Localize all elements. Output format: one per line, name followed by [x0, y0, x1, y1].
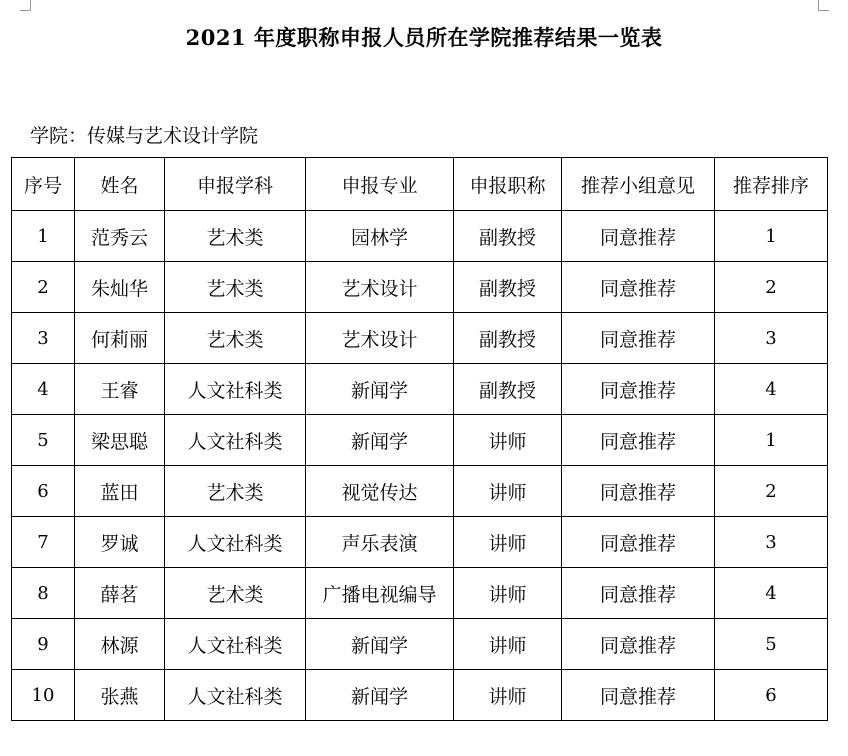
cell-name: 蓝田 — [75, 466, 165, 517]
header-name: 姓名 — [75, 158, 165, 211]
cell-opinion: 同意推荐 — [562, 619, 715, 670]
cell-title: 讲师 — [454, 670, 562, 721]
cell-name: 范秀云 — [75, 211, 165, 262]
cell-name: 朱灿华 — [75, 262, 165, 313]
college-line — [30, 121, 258, 148]
cell-serial: 9 — [12, 619, 75, 670]
cell-title: 讲师 — [454, 619, 562, 670]
college-label: 学院： — [30, 125, 88, 147]
cell-rank: 5 — [715, 619, 828, 670]
cell-name: 张燕 — [75, 670, 165, 721]
cell-opinion: 同意推荐 — [562, 670, 715, 721]
table-row — [12, 211, 828, 262]
cell-rank: 6 — [715, 670, 828, 721]
cell-discipline: 人文社科类 — [165, 415, 306, 466]
table-row — [12, 466, 828, 517]
header-serial: 序号 — [12, 158, 75, 211]
cell-discipline: 艺术类 — [165, 262, 306, 313]
cell-rank: 4 — [715, 364, 828, 415]
cell-major: 艺术设计 — [306, 262, 454, 313]
cell-discipline: 人文社科类 — [165, 619, 306, 670]
header-major: 申报专业 — [306, 158, 454, 211]
cell-name: 罗诚 — [75, 517, 165, 568]
cell-discipline: 艺术类 — [165, 313, 306, 364]
table-row — [12, 364, 828, 415]
cell-discipline: 艺术类 — [165, 466, 306, 517]
cell-discipline: 艺术类 — [165, 568, 306, 619]
cell-major: 视觉传达 — [306, 466, 454, 517]
cell-name: 王睿 — [75, 364, 165, 415]
cell-name: 林源 — [75, 619, 165, 670]
cell-discipline: 人文社科类 — [165, 517, 306, 568]
table-row — [12, 670, 828, 721]
cell-opinion: 同意推荐 — [562, 466, 715, 517]
college-name: 传媒与艺术设计学院 — [87, 125, 259, 147]
cell-serial: 1 — [12, 211, 75, 262]
page-corner-mark-right — [818, 0, 829, 11]
cell-major: 园林学 — [306, 211, 454, 262]
cell-name: 薛茗 — [75, 568, 165, 619]
cell-rank: 3 — [715, 517, 828, 568]
header-opinion: 推荐小组意见 — [562, 158, 715, 211]
cell-opinion: 同意推荐 — [562, 313, 715, 364]
cell-rank: 1 — [715, 211, 828, 262]
cell-title: 副教授 — [454, 262, 562, 313]
table-row — [12, 619, 828, 670]
cell-serial: 3 — [12, 313, 75, 364]
cell-major: 声乐表演 — [306, 517, 454, 568]
cell-title: 讲师 — [454, 466, 562, 517]
cell-serial: 4 — [12, 364, 75, 415]
cell-opinion: 同意推荐 — [562, 568, 715, 619]
cell-serial: 7 — [12, 517, 75, 568]
cell-opinion: 同意推荐 — [562, 364, 715, 415]
table-header-row — [12, 158, 828, 211]
cell-major: 广播电视编导 — [306, 568, 454, 619]
cell-title: 副教授 — [454, 211, 562, 262]
cell-opinion: 同意推荐 — [562, 415, 715, 466]
cell-opinion: 同意推荐 — [562, 211, 715, 262]
header-rank: 推荐排序 — [715, 158, 828, 211]
cell-name: 梁思聪 — [75, 415, 165, 466]
cell-major: 新闻学 — [306, 364, 454, 415]
table-row — [12, 262, 828, 313]
cell-serial: 5 — [12, 415, 75, 466]
table-row — [12, 568, 828, 619]
cell-major: 新闻学 — [306, 415, 454, 466]
table-row — [12, 313, 828, 364]
cell-name: 何莉丽 — [75, 313, 165, 364]
cell-serial: 10 — [12, 670, 75, 721]
cell-rank: 2 — [715, 466, 828, 517]
document-title: 2021 年度职称申报人员所在学院推荐结果一览表 — [185, 25, 663, 50]
cell-serial: 2 — [12, 262, 75, 313]
table-row — [12, 415, 828, 466]
cell-opinion: 同意推荐 — [562, 262, 715, 313]
table-row — [12, 517, 828, 568]
cell-opinion: 同意推荐 — [562, 517, 715, 568]
cell-discipline: 人文社科类 — [165, 670, 306, 721]
cell-title: 讲师 — [454, 517, 562, 568]
cell-major: 新闻学 — [306, 670, 454, 721]
cell-title: 讲师 — [454, 415, 562, 466]
cell-serial: 6 — [12, 466, 75, 517]
cell-discipline: 艺术类 — [165, 211, 306, 262]
page-corner-mark-left — [20, 0, 31, 11]
cell-rank: 1 — [715, 415, 828, 466]
cell-rank: 3 — [715, 313, 828, 364]
cell-title: 副教授 — [454, 364, 562, 415]
cell-major: 新闻学 — [306, 619, 454, 670]
table-body — [12, 211, 828, 721]
cell-title: 讲师 — [454, 568, 562, 619]
cell-major: 艺术设计 — [306, 313, 454, 364]
cell-title: 副教授 — [454, 313, 562, 364]
recommendation-table — [11, 157, 828, 721]
cell-discipline: 人文社科类 — [165, 364, 306, 415]
cell-rank: 2 — [715, 262, 828, 313]
cell-serial: 8 — [12, 568, 75, 619]
header-discipline: 申报学科 — [165, 158, 306, 211]
header-title: 申报职称 — [454, 158, 562, 211]
cell-rank: 4 — [715, 568, 828, 619]
